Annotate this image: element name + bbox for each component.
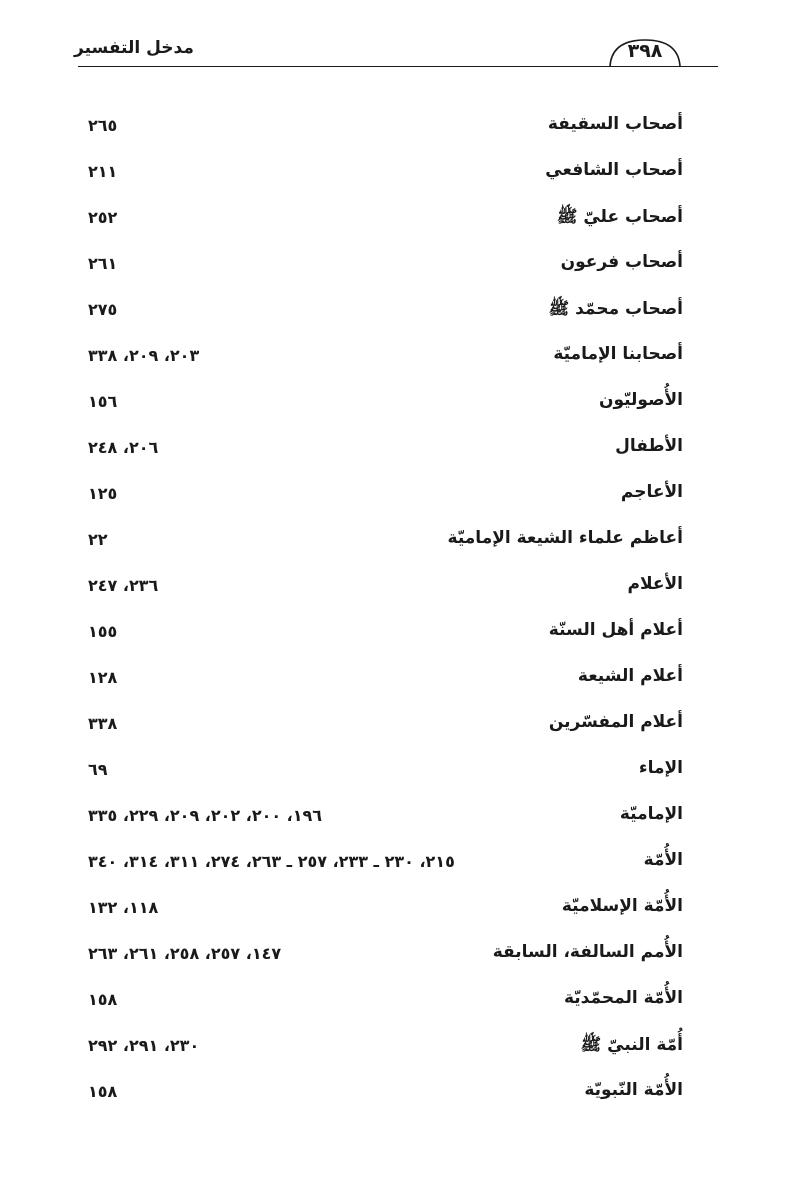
index-term: الإماميّة [619, 804, 683, 824]
index-pages: ٢٣٠، ٢٩١، ٢٩٢ [88, 1036, 200, 1055]
index-entry [0, 334, 797, 380]
index-term: أُمّة النبيّ ﷺ [580, 1035, 683, 1055]
index-entry [0, 380, 797, 426]
index-list [0, 104, 797, 1116]
index-entry [0, 564, 797, 610]
index-term: أصحاب الشافعي [545, 160, 683, 180]
index-entry [0, 472, 797, 518]
index-pages: ٢٣٦، ٢٤٧ [88, 576, 159, 595]
index-pages: ٢٢ [88, 530, 108, 549]
index-pages: ٢١١ [88, 162, 118, 181]
index-pages: ٢١٥، ٢٣٠ ـ ٢٣٣، ٢٥٧ ـ ٢٦٣، ٢٧٤، ٣١١، ٣١٤، ٣٤٠ [88, 852, 455, 871]
index-entry [0, 932, 797, 978]
index-entry [0, 150, 797, 196]
index-pages: ١٥٨ [88, 1082, 118, 1101]
index-pages: ١٥٦ [88, 392, 118, 411]
index-entry [0, 794, 797, 840]
index-pages: ٢٥٢ [88, 208, 118, 227]
index-pages: ٦٩ [88, 760, 108, 779]
index-term: الأعاجم [620, 482, 683, 502]
index-term: الأُمّة الإسلاميّة [561, 896, 683, 916]
index-term: أعلام المفسّرين [548, 712, 683, 732]
index-term: أعلام أهل السنّة [548, 620, 683, 640]
index-pages: ١١٨، ١٣٢ [88, 898, 159, 917]
index-entry [0, 656, 797, 702]
page-number-badge [606, 36, 684, 70]
index-pages: ٢٠٦، ٢٤٨ [88, 438, 159, 457]
index-pages: ١٢٨ [88, 668, 118, 687]
index-term: الأعلام [627, 574, 683, 594]
header-divider [78, 66, 718, 67]
index-entry [0, 610, 797, 656]
index-term: الأُمّة [643, 850, 683, 870]
index-entry [0, 702, 797, 748]
index-pages: ١٤٧، ٢٥٧، ٢٥٨، ٢٦١، ٢٦٣ [88, 944, 282, 963]
index-entry [0, 748, 797, 794]
index-term: الأُمم السالفة، السابقة [492, 942, 683, 962]
index-entry [0, 242, 797, 288]
index-pages: ٣٣٨ [88, 714, 118, 733]
index-entry [0, 426, 797, 472]
index-entry [0, 288, 797, 334]
index-term: أعاظم علماء الشيعة الإماميّة [447, 528, 683, 548]
index-entry [0, 840, 797, 886]
index-pages: ٢٧٥ [88, 300, 118, 319]
index-entry [0, 978, 797, 1024]
index-entry [0, 1024, 797, 1070]
index-entry [0, 886, 797, 932]
index-term: الإماء [638, 758, 683, 778]
index-term: أصحاب عليّ ﷺ [556, 207, 683, 227]
index-term: الأطفال [615, 436, 683, 456]
index-pages: ١٢٥ [88, 484, 118, 503]
index-entry [0, 196, 797, 242]
page-header [0, 0, 797, 80]
index-pages: ١٥٥ [88, 622, 118, 641]
index-entry [0, 104, 797, 150]
index-pages: ١٩٦، ٢٠٠، ٢٠٢، ٢٠٩، ٢٢٩، ٣٣٥ [88, 806, 323, 825]
index-term: أصحابنا الإماميّة [553, 344, 683, 364]
index-pages: ٢٦١ [88, 254, 118, 273]
index-pages: ١٥٨ [88, 990, 118, 1009]
index-term: الأُمّة النّبويّة [584, 1080, 683, 1100]
index-pages: ٢٠٣، ٢٠٩، ٣٣٨ [88, 346, 200, 365]
running-title: مدخل التفسير [74, 38, 194, 58]
index-term: أصحاب السقيفة [547, 114, 683, 134]
page-number: ٣٩٨ [627, 40, 663, 62]
index-entry [0, 1070, 797, 1116]
index-term: أصحاب فرعون [560, 252, 683, 272]
index-term: أعلام الشيعة [577, 666, 683, 686]
index-term: الأُصوليّون [598, 390, 683, 410]
index-term: الأُمّة المحمّديّة [563, 988, 683, 1008]
index-entry [0, 518, 797, 564]
index-term: أصحاب محمّد ﷺ [548, 299, 683, 319]
index-pages: ٢٦٥ [88, 116, 118, 135]
